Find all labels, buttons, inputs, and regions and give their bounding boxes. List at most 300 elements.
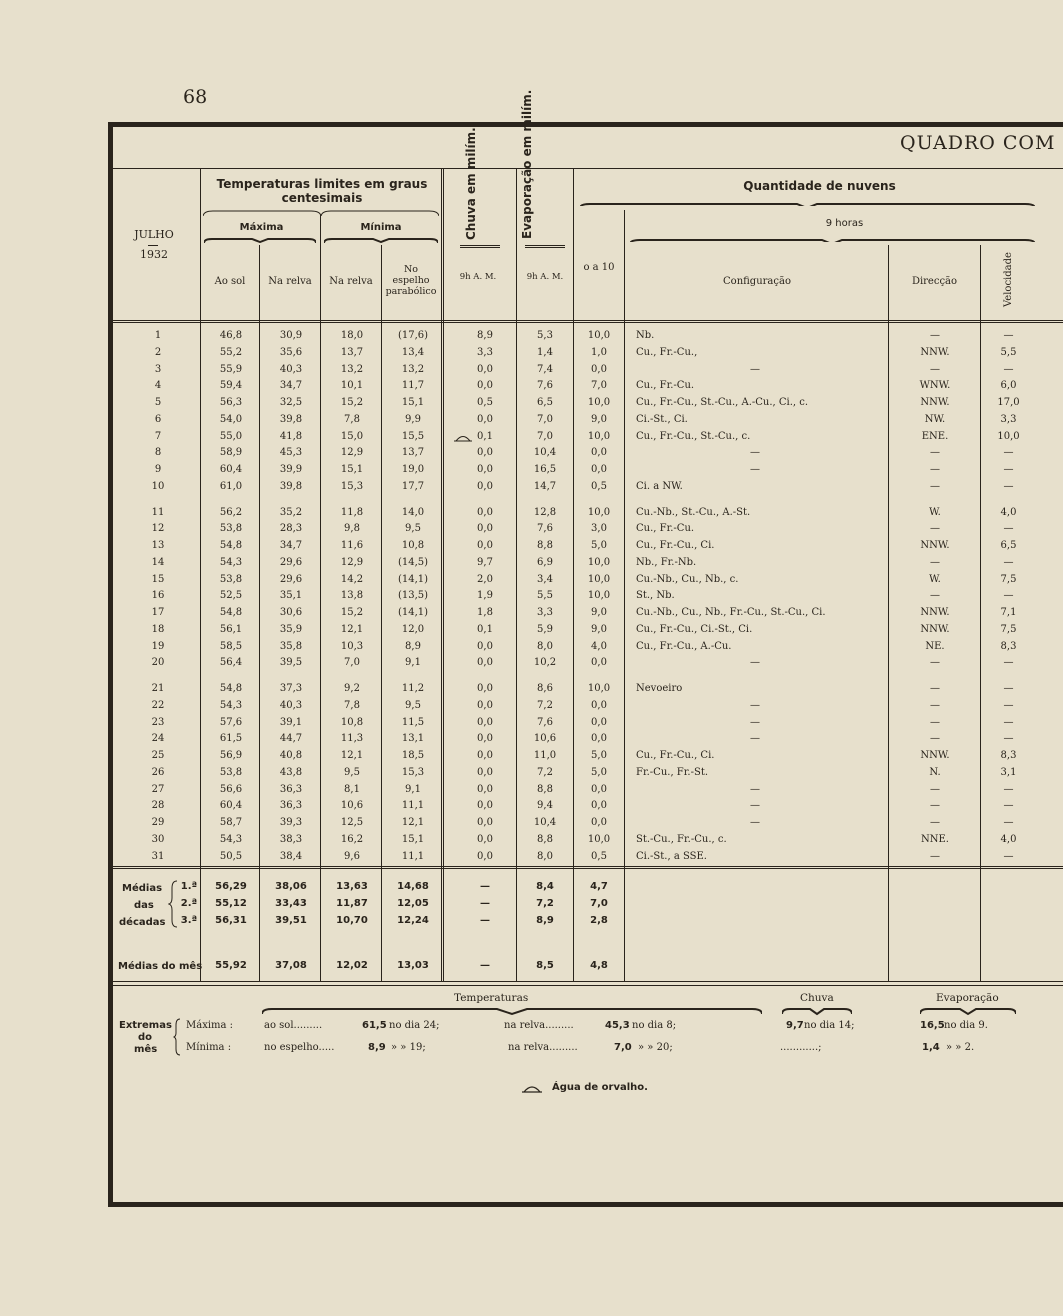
na-relva-max-cell: 37,3 [279,683,303,694]
max-temp-1-day: no dia 24; [389,1020,440,1031]
media-nebulosidade-cell: 4,7 [590,881,608,892]
nebulosidade-cell: 0,0 [591,447,607,459]
ao-sol-cell: 52,5 [219,590,243,602]
na-relva-min-cell: 12,9 [340,447,364,459]
na-relva-min-cell: 9,5 [344,766,360,778]
nebulosidade-cell: 10,0 [587,397,611,408]
ao-sol-cell: 59,4 [219,380,243,392]
na-relva-max-cell: 38,4 [279,850,303,862]
na-relva-max-cell: 32,5 [279,397,303,408]
nebulosidade-cell: 5,0 [591,750,607,761]
day-cell: 11 [151,506,165,518]
brace [262,1006,762,1016]
configuracao-cell: — [750,657,760,669]
velocidade-cell: — [1003,556,1014,568]
na-relva-min-cell: 18,0 [340,330,364,341]
direccao-cell: WNW. [919,380,951,392]
day-cell: 15 [151,573,165,585]
configuracao-cell: — [750,783,760,795]
configuracao-cell: Cu., Fr.-Cu. [636,523,695,535]
media-chuva-cell: — [480,881,490,892]
day-cell: 25 [151,750,165,761]
evaporacao-cell: 10,6 [533,733,557,745]
espelho-cell: 19,0 [401,464,425,475]
evap-underline [525,245,565,248]
na-relva-min-cell: 11,8 [340,506,364,518]
day-cell: 21 [151,683,165,694]
nebulosidade-cell: 5,0 [591,540,607,551]
espelho-cell: 15,5 [401,430,425,442]
velocidade-cell: 7,5 [1000,623,1017,635]
espelho-cell: 15,1 [401,397,425,408]
min-temp-1-value: 8,9 [368,1042,386,1053]
configuracao-cell: Cu.-Nb., Cu., Nb., Fr.-Cu., St.-Cu., Ci. [636,607,826,618]
vline [980,245,981,981]
direccao-cell: — [930,447,940,459]
evaporacao-cell: 6,5 [537,397,553,408]
na-relva-max-cell: 35,2 [279,506,303,518]
day-cell: 10 [151,480,165,492]
day-cell: 17 [151,607,165,618]
year-header: 1932 [140,248,168,261]
evaporacao-cell: 10,4 [533,447,557,459]
na-relva-max-cell: 28,3 [279,523,303,535]
chuva-cell: 0,0 [477,716,493,728]
day-cell: 22 [151,699,165,711]
direccao-cell: NNW. [920,750,950,761]
velocidade-cell: 8,3 [1000,640,1017,652]
direccao-cell: — [930,363,940,375]
nebulosidade-cell: 10,0 [587,430,611,442]
na-relva-max-cell: 44,7 [279,733,303,745]
configuracao-cell: Cu., Fr.-Cu., St.-Cu., c. [636,430,751,442]
configuracao-cell: Cu.-Nb., St.-Cu., A.-St. [636,506,751,518]
ao-sol-cell: 58,9 [219,447,243,459]
ao-sol-cell: 54,3 [219,833,243,845]
temp-group-header: Temperaturas limites em graus centesimais [216,177,428,205]
na-relva-min-cell: 13,8 [340,590,364,602]
configuracao-cell: Nb. [636,330,655,341]
evaporacao-cell: 14,7 [533,480,557,492]
direccao-cell: W. [929,506,941,518]
day-cell: 20 [151,657,165,669]
media-nebulosidade-cell: 7,0 [590,898,608,909]
direccao-cell: — [930,817,940,828]
nebulosidade-cell: 10,0 [587,573,611,585]
media-na-relva-min-cell: 13,63 [336,881,368,892]
velocidade-header: Velocidade [1003,252,1014,307]
na-relva-max-cell: 30,9 [279,330,303,341]
na-relva-max-cell: 41,8 [279,430,303,442]
configuracao-cell: Nevoeiro [636,683,683,694]
extremas-label-2: do [138,1032,153,1043]
velocidade-cell: — [1003,850,1014,862]
direccao-cell: — [930,657,940,669]
chuva-cell: 2,0 [477,573,493,585]
espelho-cell: 18,5 [401,750,425,761]
chuva-cell: 0,0 [477,506,493,518]
na-relva-min-cell: 9,8 [344,523,360,535]
media-na-relva-min-cell: 10,70 [336,915,368,926]
ao-sol-cell: 56,6 [219,783,243,795]
configuracao-cell: Cu., Fr.-Cu. [636,380,695,392]
na-relva-max-cell: 38,3 [279,833,303,845]
na-relva-max-cell: 43,8 [279,766,303,778]
na-relva-min-cell: 7,0 [344,657,360,669]
day-cell: 5 [154,397,162,408]
evaporacao-cell: 8,0 [537,640,553,652]
nebulosidade-cell: 0,0 [591,733,607,745]
evaporacao-cell: 8,6 [537,683,553,694]
velocidade-cell: 7,5 [1000,573,1017,585]
direccao-cell: — [930,683,940,694]
chuva-cell: 0,0 [477,850,493,862]
medias-label-3: décadas [119,917,166,928]
nebulosidade-cell: 9,0 [591,413,607,425]
espelho-cell: 11,2 [401,683,425,694]
evaporacao-cell: 10,4 [533,817,557,828]
brace [324,237,438,243]
rule-extremas-bottom [112,985,1063,986]
chuva-min: ............; [780,1042,822,1053]
ao-sol-cell: 56,4 [219,657,243,669]
direccao-cell: — [930,716,940,728]
min-temp-2-value: 7,0 [614,1042,632,1053]
max-temp-2-value: 45,3 [605,1020,630,1031]
nuvens-header: Quantidade de nuvens [743,179,896,193]
min-label: Mínima : [186,1042,232,1053]
nebulosidade-cell: 0,0 [591,817,607,828]
nebulosidade-cell: 4,0 [591,640,607,652]
configuracao-cell: Nb., Fr.-Nb. [636,556,697,568]
evap-header: Evaporação em milím. [520,89,534,239]
espelho-cell: 13,2 [401,363,425,375]
chuva-cell: 1,9 [477,590,493,602]
configuracao-cell: Cu., Fr.-Cu., Ci. [636,750,715,761]
max-temp-1-value: 61,5 [362,1020,387,1031]
day-cell: 27 [151,783,165,795]
nebulosidade-cell: 0,0 [591,699,607,711]
evaporacao-cell: 3,3 [537,607,553,618]
rule-medias-bottom [112,981,1063,982]
direccao-cell: ENE. [921,430,949,442]
na-relva-max-cell: 35,8 [279,640,303,652]
configuracao-cell: St.-Cu., Fr.-Cu., c. [636,833,727,845]
day-cell: 16 [151,590,165,602]
ao-sol-cell: 61,0 [219,480,243,492]
chuva-cell: 0,0 [477,683,493,694]
espelho-cell: (14,1) [397,573,429,585]
configuracao-cell: — [750,733,760,745]
day-cell: 26 [151,766,165,778]
nebulosidade-cell: 3,0 [591,523,607,535]
chuva-max-day: no dia 14; [804,1020,855,1031]
na-relva-min-cell: 12,5 [340,817,364,828]
na-relva-min-cell: 11,3 [340,733,364,745]
na-relva-min-cell: 10,1 [340,380,364,392]
chuva-cell: 3,3 [477,346,493,358]
day-cell: 24 [151,733,165,745]
extremas-label-3: mês [134,1044,158,1055]
na-relva-min-cell: 15,1 [340,464,364,475]
page-title: QUADRO COM [900,132,1056,154]
chuva-cell: 0,0 [477,750,493,761]
min-temp-1-label: no espelho..... [264,1042,335,1053]
nebulosidade-cell: 10,0 [587,833,611,845]
brace [920,1006,1016,1016]
media-na-relva-max-cell: 38,06 [275,881,307,892]
chuva-cell: 0,0 [477,766,493,778]
direccao-header: Direcção [911,276,958,287]
espelho-cell: 13,7 [401,447,425,459]
configuracao-cell: — [750,699,760,711]
extremas-temp-header: Temperaturas [454,992,529,1004]
na-relva-max-cell: 40,3 [279,363,303,375]
velocidade-cell: — [1003,657,1014,669]
ao-sol-cell: 55,0 [219,430,243,442]
direccao-cell: NNW. [920,397,950,408]
min-temp-1-day: » » 19; [391,1042,426,1053]
na-relva-min-cell: 15,0 [340,430,364,442]
configuracao-cell: Fr.-Cu., Fr.-St. [636,766,709,778]
evaporacao-cell: 7,6 [537,380,553,392]
na-relva-min-cell: 13,7 [340,346,364,358]
evaporacao-cell: 8,8 [537,833,553,845]
media-chuva-cell: — [480,898,490,909]
nebulosidade-cell: 0,0 [591,716,607,728]
ao-sol-cell: 58,7 [219,817,243,828]
configuracao-cell: Cu.-Nb., Cu., Nb., c. [636,573,739,585]
espelho-header: No espelho parabólico [385,264,437,297]
evap-max-day: no dia 9. [944,1020,988,1031]
evaporacao-cell: 5,9 [537,623,553,635]
media-espelho-cell: 12,24 [397,915,429,926]
chuva-cell: 0,0 [477,523,493,535]
espelho-cell: 12,1 [401,817,425,828]
chuva-header: Chuva em milím. [464,127,478,240]
na-relva-max-cell: 29,6 [279,573,303,585]
velocidade-cell: 3,1 [1000,766,1017,778]
na-relva-min-cell: 13,2 [340,363,364,375]
configuracao-cell: Cu., Fr.-Cu., Ci. [636,540,715,551]
velocidade-cell: — [1003,683,1014,694]
configuracao-cell: Cu., Fr.-Cu., [636,346,698,358]
direccao-cell: NW. [924,413,946,425]
evaporacao-cell: 6,9 [537,556,553,568]
max-label: Máxima : [186,1020,234,1031]
nebulosidade-cell: 10,0 [587,683,611,694]
espelho-cell: 14,0 [401,506,425,518]
ao-sol-cell: 54,8 [219,607,243,618]
extremas-label-1: Extremas [119,1020,172,1031]
nove-horas-header: 9 horas [825,218,864,229]
min-header: Mínima [360,222,402,233]
velocidade-cell: — [1003,699,1014,711]
direccao-cell: — [930,733,940,745]
brace-medias [168,880,178,928]
evaporacao-cell: 10,2 [533,657,557,669]
media-ao-sol-cell: 56,29 [215,881,247,892]
ao-sol-cell: 53,8 [219,766,243,778]
chuva-cell: 0,0 [477,480,493,492]
velocidade-cell: — [1003,817,1014,828]
legend-text: Água de orvalho. [552,1082,648,1093]
direccao-cell: NNW. [920,540,950,551]
direccao-cell: — [930,523,940,535]
ao-sol-cell: 56,9 [219,750,243,761]
direccao-cell: — [930,590,940,602]
configuracao-cell: — [750,447,760,459]
na-relva-max-cell: 40,8 [279,750,303,761]
ao-sol-cell: 54,3 [219,556,243,568]
media-espelho-cell: 14,68 [397,881,429,892]
chuva-cell: 0,0 [477,540,493,551]
na-relva-min-cell: 12,9 [340,556,364,568]
evaporacao-cell: 7,6 [537,523,553,535]
espelho-cell: 9,9 [405,413,421,425]
max-temp-2-day: no dia 8; [632,1020,677,1031]
configuracao-cell: — [750,800,760,812]
na-relva-max-cell: 35,6 [279,346,303,358]
max-temp-2-label: na relva......... [504,1020,574,1031]
na-relva-min-cell: 10,8 [340,716,364,728]
media-evaporacao-cell: 8,4 [536,881,554,892]
chuva-cell: 0,1 [477,623,493,635]
configuracao-cell: — [750,363,760,375]
decada-label: 2.ª [180,898,198,909]
nebulosidade-cell: 10,0 [587,556,611,568]
day-cell: 4 [154,380,162,392]
decada-label: 1.ª [180,881,198,892]
evaporacao-cell: 7,0 [537,430,553,442]
direccao-cell: NNE. [921,833,949,845]
day-cell: 7 [154,430,162,442]
ao-sol-cell: 54,0 [219,413,243,425]
nebulosidade-cell: 5,0 [591,766,607,778]
na-relva-min-cell: 14,2 [340,573,364,585]
chuva-cell: 0,0 [477,413,493,425]
dew-icon [454,434,472,443]
media-na-relva-min-mes-cell: 12,02 [336,960,368,971]
ao-sol-cell: 60,4 [219,800,243,812]
rule-body-bottom [112,866,1063,869]
extremas-chuva-header: Chuva [800,992,834,1004]
velocidade-cell: 4,0 [1000,833,1017,845]
vline [200,168,201,981]
media-espelho-mes-cell: 13,03 [397,960,429,971]
chuva-9h: 9h A. M. [459,272,497,282]
ao-sol-cell: 53,8 [219,573,243,585]
configuracao-cell: Cu., Fr.-Cu., Ci.-St., Ci. [636,623,753,635]
evaporacao-cell: 12,8 [533,506,557,518]
espelho-cell: 10,8 [401,540,425,551]
medias-mes-label: Médias do mês [118,961,203,972]
day-cell: 8 [154,447,162,459]
nebulosidade-cell: 10,0 [587,590,611,602]
espelho-cell: 9,1 [405,657,421,669]
vline [573,168,574,981]
chuva-cell: 0,0 [477,380,493,392]
ao-sol-cell: 56,3 [219,397,243,408]
ao-sol-cell: 60,4 [219,464,243,475]
rule-header-top [112,168,1063,169]
evaporacao-cell: 7,4 [537,363,553,375]
ao-sol-cell: 57,6 [219,716,243,728]
direccao-cell: — [930,783,940,795]
ao-sol-cell: 54,8 [219,540,243,551]
chuva-cell: 8,9 [477,330,493,341]
evaporacao-cell: 8,8 [537,783,553,795]
evaporacao-cell: 7,0 [537,413,553,425]
evap-min-value: 1,4 [922,1042,940,1053]
media-na-relva-max-mes-cell: 37,08 [275,960,307,971]
velocidade-cell: — [1003,330,1014,341]
evaporacao-cell: 7,2 [537,699,553,711]
na-relva-max-cell: 39,3 [279,817,303,828]
media-espelho-cell: 12,05 [397,898,429,909]
velocidade-cell: 7,1 [1000,607,1017,618]
velocidade-cell: 17,0 [997,397,1020,408]
velocidade-cell: — [1003,783,1014,795]
media-ao-sol-cell: 55,12 [215,898,247,909]
nebulosidade-cell: 0,5 [591,850,607,862]
espelho-cell: 9,5 [405,699,421,711]
evaporacao-cell: 11,0 [533,750,557,761]
media-evaporacao-mes-cell: 8,5 [536,960,554,971]
direccao-cell: NNW. [920,623,950,635]
brace-extremas [173,1018,181,1056]
evaporacao-cell: 16,5 [533,464,557,475]
direccao-cell: — [930,330,940,341]
ao-sol-cell: 55,2 [219,346,243,358]
nebulosidade-cell: 0,0 [591,800,607,812]
na-relva-max-cell: 29,6 [279,556,303,568]
direccao-cell: — [930,464,940,475]
min-temp-2-label: na relva......... [508,1042,578,1053]
chuva-cell: 0,0 [477,464,493,475]
day-cell: 9 [154,464,162,475]
media-nebulosidade-cell: 2,8 [590,915,608,926]
ao-sol-cell: 53,8 [219,523,243,535]
escala-header: o a 10 [583,262,615,273]
velocidade-cell: — [1003,523,1014,535]
espelho-cell: 11,7 [401,380,425,392]
day-cell: 13 [151,540,165,551]
max-header: Máxima [239,222,284,233]
na-relva-max-cell: 35,1 [279,590,303,602]
medias-label-1: Médias [122,883,163,894]
chuva-cell: 0,0 [477,817,493,828]
media-ao-sol-cell: 56,31 [215,915,247,926]
direccao-cell: — [930,850,940,862]
espelho-cell: 8,9 [405,640,421,652]
chuva-cell: 0,0 [477,800,493,812]
na-relva-max-cell: 36,3 [279,800,303,812]
chuva-cell: 0,0 [477,783,493,795]
chuva-cell: 1,8 [477,607,493,618]
vline [320,215,321,981]
velocidade-cell: — [1003,716,1014,728]
chuva-cell: 0,0 [477,733,493,745]
day-cell: 12 [151,523,165,535]
day-cell: 3 [154,363,162,375]
espelho-cell: 11,1 [401,800,425,812]
espelho-cell: 11,5 [401,716,425,728]
configuracao-cell: St., Nb. [636,590,675,602]
na-relva-min-cell: 7,8 [344,699,360,711]
chuva-cell: 0,0 [477,640,493,652]
espelho-cell: (17,6) [397,330,429,341]
